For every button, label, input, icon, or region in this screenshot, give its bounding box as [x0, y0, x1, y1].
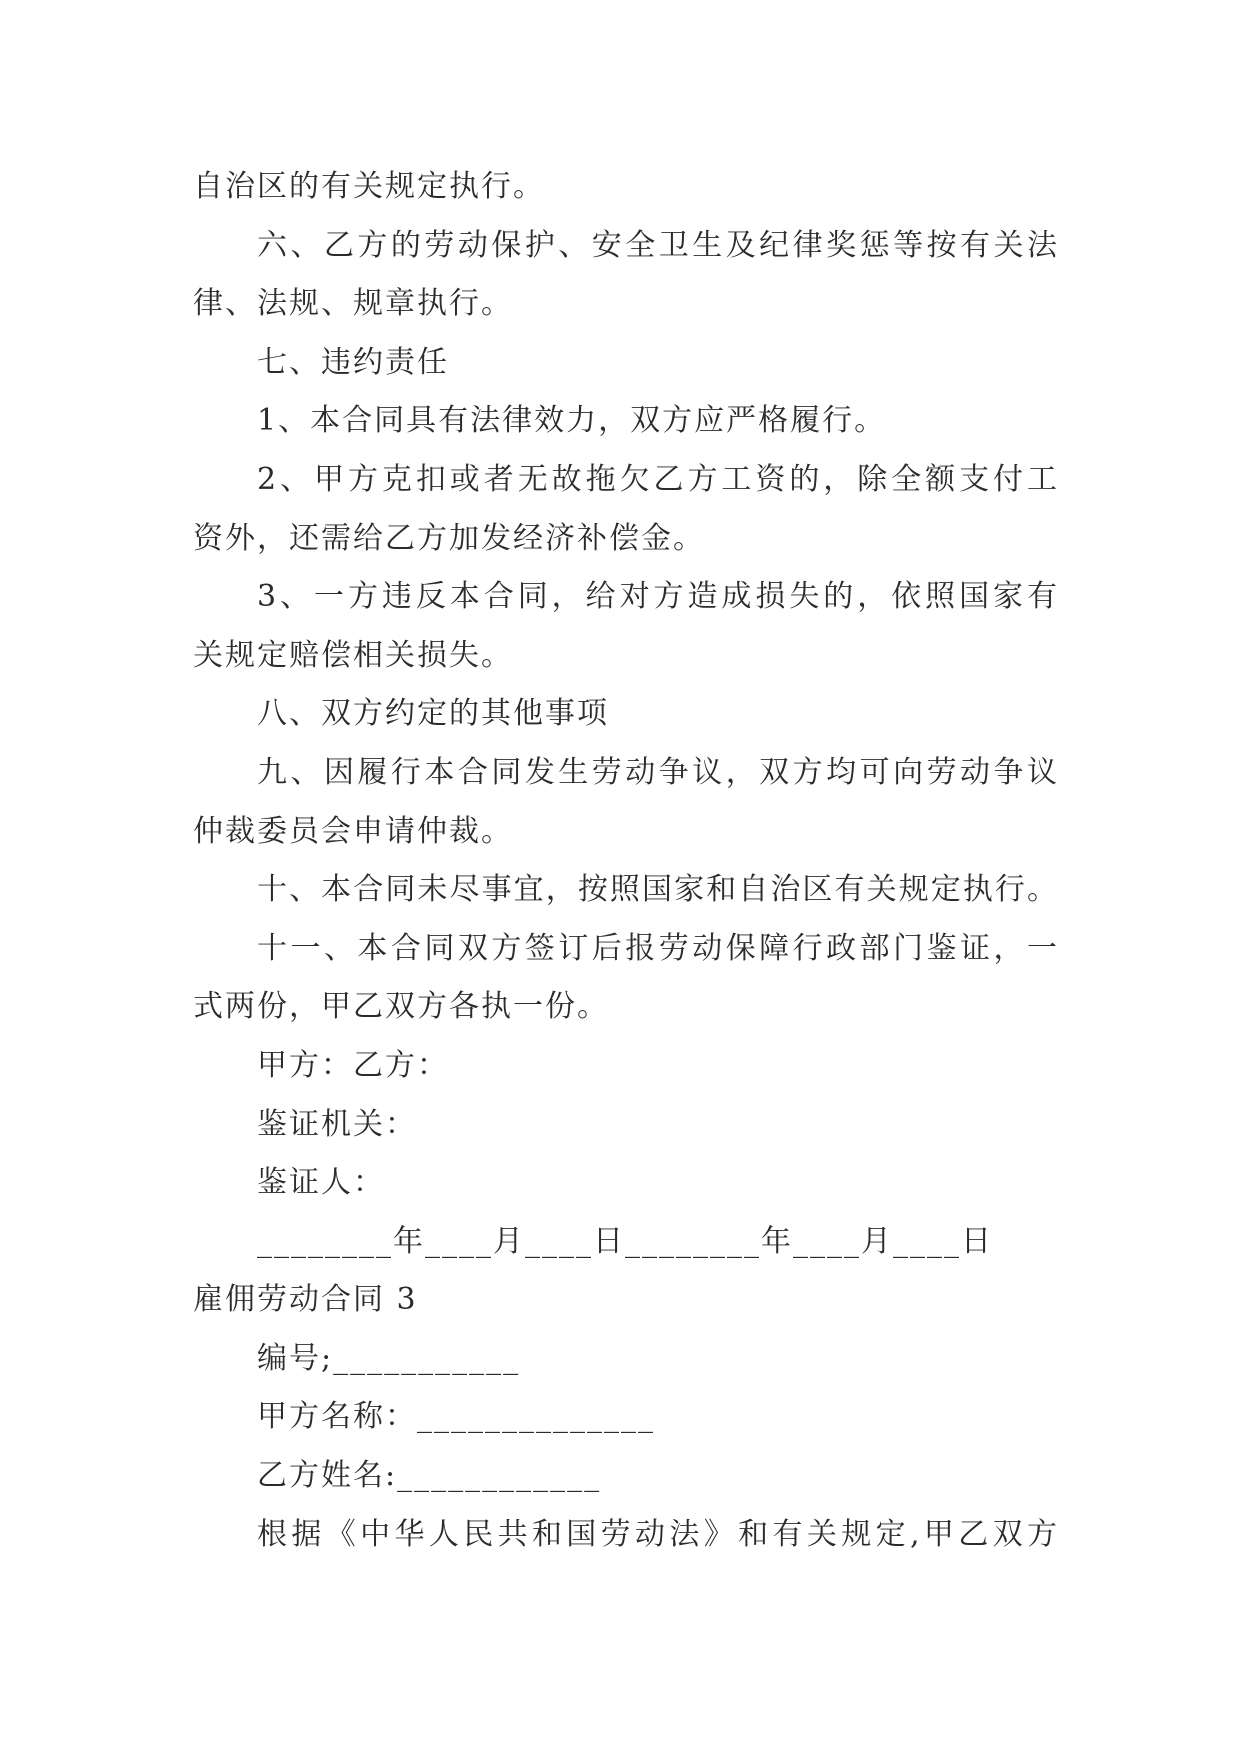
- section-heading-breach: 七、违约责任: [257, 344, 449, 380]
- text-line-9: 关规定赔偿相关损失。: [193, 637, 513, 673]
- signature-parties: 甲方：乙方：: [257, 1047, 449, 1083]
- signature-authority: 鉴证机关：: [257, 1106, 417, 1142]
- text-line-14: 十一、本合同双方签订后报劳动保障行政部门鉴证，一: [257, 930, 1059, 966]
- text-line-13: 十、本合同未尽事宜，按照国家和自治区有关规定执行。: [257, 872, 1059, 908]
- text-line-7: 资外，还需给乙方加发经济补偿金。: [193, 520, 705, 556]
- text-line-8: 3、一方违反本合同，给对方造成损失的，依照国家有: [257, 579, 1059, 615]
- text-line-12: 仲裁委员会申请仲裁。: [193, 813, 513, 849]
- text-line-2: 六、乙方的劳动保护、安全卫生及纪律奖惩等按有关法: [257, 227, 1059, 263]
- text-line-11: 九、因履行本合同发生劳动争议，双方均可向劳动争议: [257, 754, 1059, 790]
- text-line-15: 式两份，甲乙双方各执一份。: [193, 989, 609, 1025]
- signature-witness: 鉴证人：: [257, 1165, 385, 1201]
- party-a-name-field: 甲方名称：______________: [257, 1399, 655, 1435]
- text-line-3: 律、法规、规章执行。: [193, 286, 513, 322]
- text-line-6: 2、甲方克扣或者无故拖欠乙方工资的，除全额支付工: [257, 461, 1059, 497]
- contract-title: 雇佣劳动合同 3: [193, 1282, 418, 1318]
- party-b-name-field: 乙方姓名:____________: [257, 1458, 602, 1494]
- section-heading-other: 八、双方约定的其他事项: [257, 696, 609, 732]
- text-line-24: 根据《中华人民共和国劳动法》和有关规定,甲乙双方: [257, 1516, 1059, 1552]
- document-body: [193, 158, 1059, 1564]
- signature-dates: ________年____月____日________年____月____日: [257, 1223, 993, 1259]
- text-line-1: 自治区的有关规定执行。: [193, 169, 545, 204]
- contract-number-field: 编号;___________: [257, 1340, 521, 1376]
- text-line-5: 1、本合同具有法律效力，双方应严格履行。: [257, 403, 887, 439]
